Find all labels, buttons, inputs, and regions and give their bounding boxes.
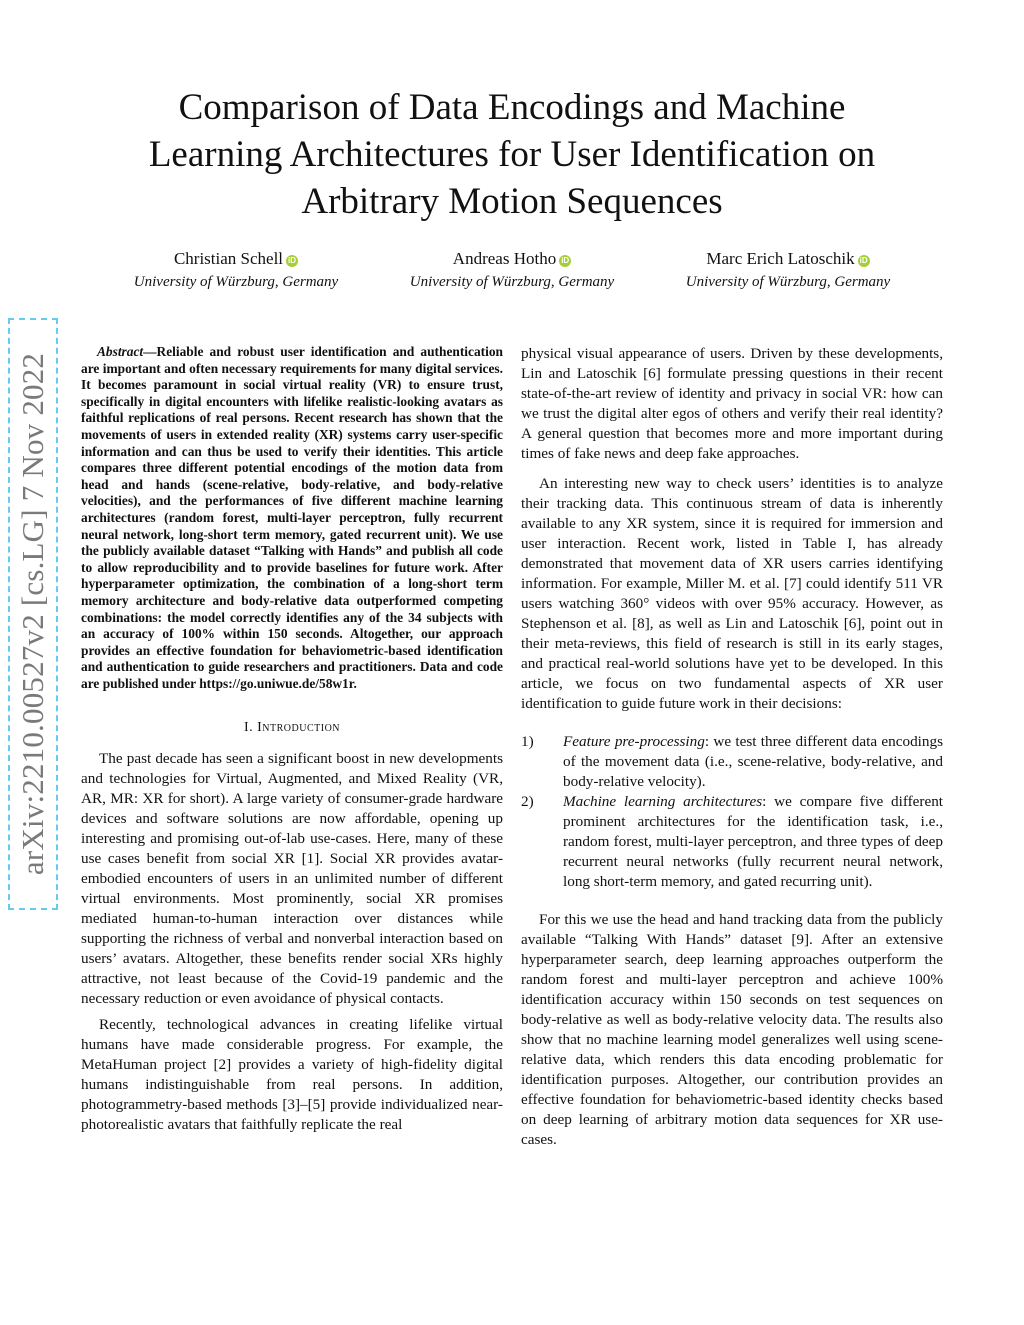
author-affiliation: University of Würzburg, Germany xyxy=(409,274,615,290)
title-line-2: Learning Architectures for User Identification on xyxy=(148,134,876,175)
orcid-icon[interactable]: iD xyxy=(288,256,297,265)
contribution-list xyxy=(521,732,943,892)
author-name: Andreas Hotho xyxy=(452,249,557,268)
paragraph-tracking-data: An interesting new way to check users’ identities is to analyze their tracking data. This continuous stream of data is inherently available to any XR system, since it is required for immersion and user interaction. Recent work, listed in Table I, has already demonstrated that movement data of XR users carries identifying information. For example, Miller M. et al. [7] could identify 511 VR users watching 360° videos with over 95% accuracy. However, as Stephenson et al. [8], as well as Lin and Latoschik [6], point out in their meta-reviews, this field of research is still in its early stages, and practical real-world solutions have yet to be developed. In this article, we focus on two fundamental aspects of XR user identification to guide future work in their decisions: xyxy=(521,475,943,712)
author-name: Marc Erich Latoschik xyxy=(706,249,855,268)
arxiv-stamp[interactable] xyxy=(8,318,58,910)
author-block-1 xyxy=(86,247,386,293)
list-item-text: : we test three different data encodings of the movement data (i.e., scene-relative, body-relative, and body-relative velocity). xyxy=(563,733,943,790)
right-column xyxy=(521,344,943,1150)
section-numeral: I. xyxy=(243,720,254,736)
author-affiliation: University of Würzburg, Germany xyxy=(133,274,339,290)
abstract-label: Abstract xyxy=(97,344,144,359)
section-title: Introduction xyxy=(257,720,341,736)
abstract-text: —Reliable and robust user identification and authentication are important and often necessary requirements for many digital services. It becomes paramount in social virtual reality (VR) to ensure trust, specifically in digital encounters with lifelike realistic-looking avatars as faithful replications of real persons. Recent research has shown that the movements of users in extended reality (XR) systems carry user-specific information and can thus be used to verify their identities. This article compares three different potential encodings of the motion data from head and hands (scene-relative, body-relative, and body-relative velocities), and the performances of five different machine learning architectures (random forest, multi-layer perceptron, fully recurrent neural network, long-short term memory, gated recurrent unit). We use the publicly available dataset “Talking with Hands” and publish all code to allow reproducibility and to provide baselines for future work. After hyperparameter optimization, the combination of a long-short term memory architecture and body-relative data outperformed competing combinations: the model correctly identifies any of the 34 subjects with an accuracy of 100% within 150 seconds. Altogether, our approach provides an effective foundation for behaviometric-based identification and authentication to guide researchers and practitioners. Data and code are published under https://go.uniwue.de/58w1r. xyxy=(81,344,503,691)
author-block-2 xyxy=(362,247,662,293)
author-name: Christian Schell xyxy=(173,249,284,268)
list-item-number: 2) xyxy=(521,793,534,810)
list-item xyxy=(521,792,943,892)
orcid-icon[interactable]: iD xyxy=(561,256,570,265)
paper-title xyxy=(60,84,964,225)
abstract xyxy=(81,344,503,692)
title-line-3: Arbitrary Motion Sequences xyxy=(301,181,723,222)
intro-paragraph-1: The past decade has seen a significant boost in new developments and technologies for Virtual, Augmented, and Mixed Reality (VR, AR, MR: XR for short). A large variety of consumer-grade hardware devices and software solutions are now affordable, opening up interesting and promising out-of-lab use-cases. Here, many of these use cases benefit from social XR [1]. Social XR provides avatar-embodied encounters of users in an unlimited number of different virtual environments. Most prominently, social XR promises mediated human-to-human interaction over distances while supporting the richness of verbal and nonverbal interaction based on users’ avatars. Altogether, these benefits render social XRs highly attractive, not least because of the Covid-19 pandemic and the necessary reduction or even avoidance of physical contacts. xyxy=(81,750,503,1008)
list-item-term: Machine learning architectures xyxy=(563,793,763,810)
list-item-text: : we compare five different prominent architectures for the identification task, i.e., random forest, multi-layer perceptron, and three types of deep recurrent neural networks (fully recurrent neural network, long short-term memory, and gated recurring unit). xyxy=(563,793,944,890)
author-block-3 xyxy=(638,247,938,293)
list-item-term: Feature pre-processing xyxy=(563,733,705,750)
orcid-icon[interactable]: iD xyxy=(859,256,868,265)
arxiv-stamp-text: arXiv:2210.00527v2 [cs.LG] 7 Nov 2022 xyxy=(15,352,50,876)
section-heading-introduction xyxy=(81,720,503,736)
paragraph-continued: physical visual appearance of users. Driven by these developments, Lin and Latoschik [6] formulate pressing questions in their recent state-of-the-art review of identity and privacy in social VR: how can we trust the digital alter egos of others and verify their real identity? A general question that becomes more and more important during times of fake news and deep fake approaches. xyxy=(521,345,943,462)
paragraph-results: For this we use the head and hand tracking data from the publicly available “Talking With Hands” dataset [9]. After an extensive hyperparameter search, deep learning approaches outperform the random forest and multi-layer perceptron and achieve 100% identification accuracy within 150 seconds on test sequences on body-relative as well as body-relative velocity data. The results also show that no machine learning model generalizes well using scene-relative data, which renders this data encoding problematic for identification purposes. Altogether, our contribution provides an effective foundation for behaviometric-based identity checks based on deep learning of arbitrary motion data sequences for XR use-cases. xyxy=(521,911,943,1148)
list-item xyxy=(521,732,943,792)
intro-paragraph-2: Recently, technological advances in creating lifelike virtual humans have made considerable progress. For example, the MetaHuman project [2] provides a variety of high-fidelity digital humans indistinguishable from real persons. In addition, photogrammetry-based methods [3]–[5] provide individualized near-photorealistic avatars that faithfully replicate the real xyxy=(81,1016,503,1134)
left-column xyxy=(81,344,503,1135)
author-affiliation: University of Würzburg, Germany xyxy=(685,274,891,290)
list-item-number: 1) xyxy=(521,733,534,750)
title-line-1: Comparison of Data Encodings and Machine xyxy=(178,87,846,128)
